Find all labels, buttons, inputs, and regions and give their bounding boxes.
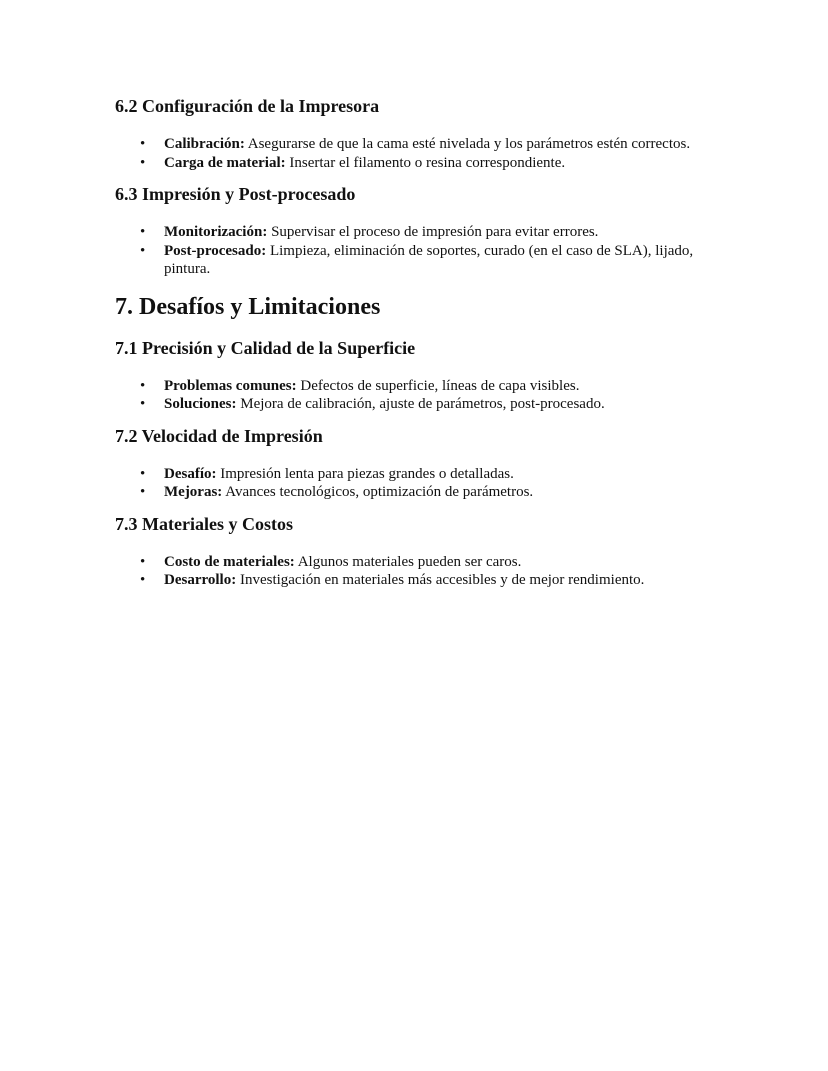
list-item-text: Supervisar el proceso de impresión para evitar errores. bbox=[267, 224, 599, 240]
list-item bbox=[115, 223, 704, 242]
list-item-text: Avances tecnológicos, optimización de parámetros. bbox=[222, 484, 534, 500]
list-item-term: Post-procesado: bbox=[164, 242, 267, 259]
bullet-list bbox=[115, 553, 715, 590]
bullet-list bbox=[115, 465, 715, 502]
list-item-text: Impresión lenta para piezas grandes o detalladas. bbox=[216, 465, 514, 482]
bullet-icon: • bbox=[140, 377, 146, 394]
chapter-heading-7: 7. Desafíos y Limitaciones bbox=[115, 293, 381, 320]
list-item bbox=[115, 395, 704, 414]
bullet-icon: • bbox=[140, 224, 146, 240]
bullet-icon: • bbox=[140, 154, 146, 171]
list-item bbox=[115, 571, 704, 590]
list-item-text: Algunos materiales pueden ser caros. bbox=[294, 553, 522, 570]
list-item-term: Desafío: bbox=[164, 465, 217, 482]
list-item-text: Mejora de calibración, ajuste de parámetros, post-procesado. bbox=[236, 396, 605, 412]
bullet-icon: • bbox=[140, 136, 146, 152]
bullet-icon: • bbox=[140, 396, 146, 412]
list-item-term: Soluciones: bbox=[164, 396, 237, 412]
bullet-list bbox=[115, 223, 715, 279]
bullet-icon: • bbox=[140, 242, 146, 259]
list-item-term: Problemas comunes: bbox=[164, 377, 297, 394]
section-heading-7-2: 7.2 Velocidad de Impresión bbox=[115, 425, 323, 446]
bullet-icon: • bbox=[140, 572, 146, 588]
bullet-list bbox=[115, 135, 715, 172]
section-heading-6-2: 6.2 Configuración de la Impresora bbox=[115, 96, 380, 116]
list-item-text: Asegurarse de que la cama esté nivelada y los parámetros estén correctos. bbox=[244, 136, 691, 152]
list-item bbox=[115, 483, 704, 502]
section-heading-7-3: 7.3 Materiales y Costos bbox=[115, 513, 293, 534]
bullet-icon: • bbox=[140, 553, 146, 570]
bullet-icon: • bbox=[140, 465, 146, 482]
section-heading-7-1: 7.1 Precisión y Calidad de la Superficie bbox=[115, 337, 416, 358]
list-item bbox=[115, 553, 704, 572]
section-heading-6-3: 6.3 Impresión y Post-procesado bbox=[115, 184, 356, 204]
list-item-term: Desarrollo: bbox=[164, 572, 237, 588]
list-item bbox=[115, 154, 704, 173]
list-item bbox=[115, 377, 704, 396]
list-item-text: Limpieza, eliminación de soportes, curado (en el caso de SLA), lijado, pintura. bbox=[164, 242, 694, 277]
list-item-term: Carga de material: bbox=[164, 154, 286, 171]
bullet-list bbox=[115, 377, 715, 414]
list-item-text: Insertar el filamento o resina correspondiente. bbox=[285, 154, 566, 171]
list-item bbox=[115, 242, 704, 279]
bullet-icon: • bbox=[140, 484, 146, 500]
list-item-text: Investigación en materiales más accesibles y de mejor rendimiento. bbox=[236, 572, 645, 588]
list-item-text: Defectos de superficie, líneas de capa visibles. bbox=[296, 377, 580, 394]
list-item-term: Costo de materiales: bbox=[164, 553, 295, 570]
list-item bbox=[115, 465, 704, 484]
list-item bbox=[115, 135, 704, 154]
list-item-term: Calibración: bbox=[164, 136, 245, 152]
list-item-term: Mejoras: bbox=[164, 484, 223, 500]
list-item-term: Monitorización: bbox=[164, 224, 268, 240]
document-page bbox=[115, 94, 715, 590]
